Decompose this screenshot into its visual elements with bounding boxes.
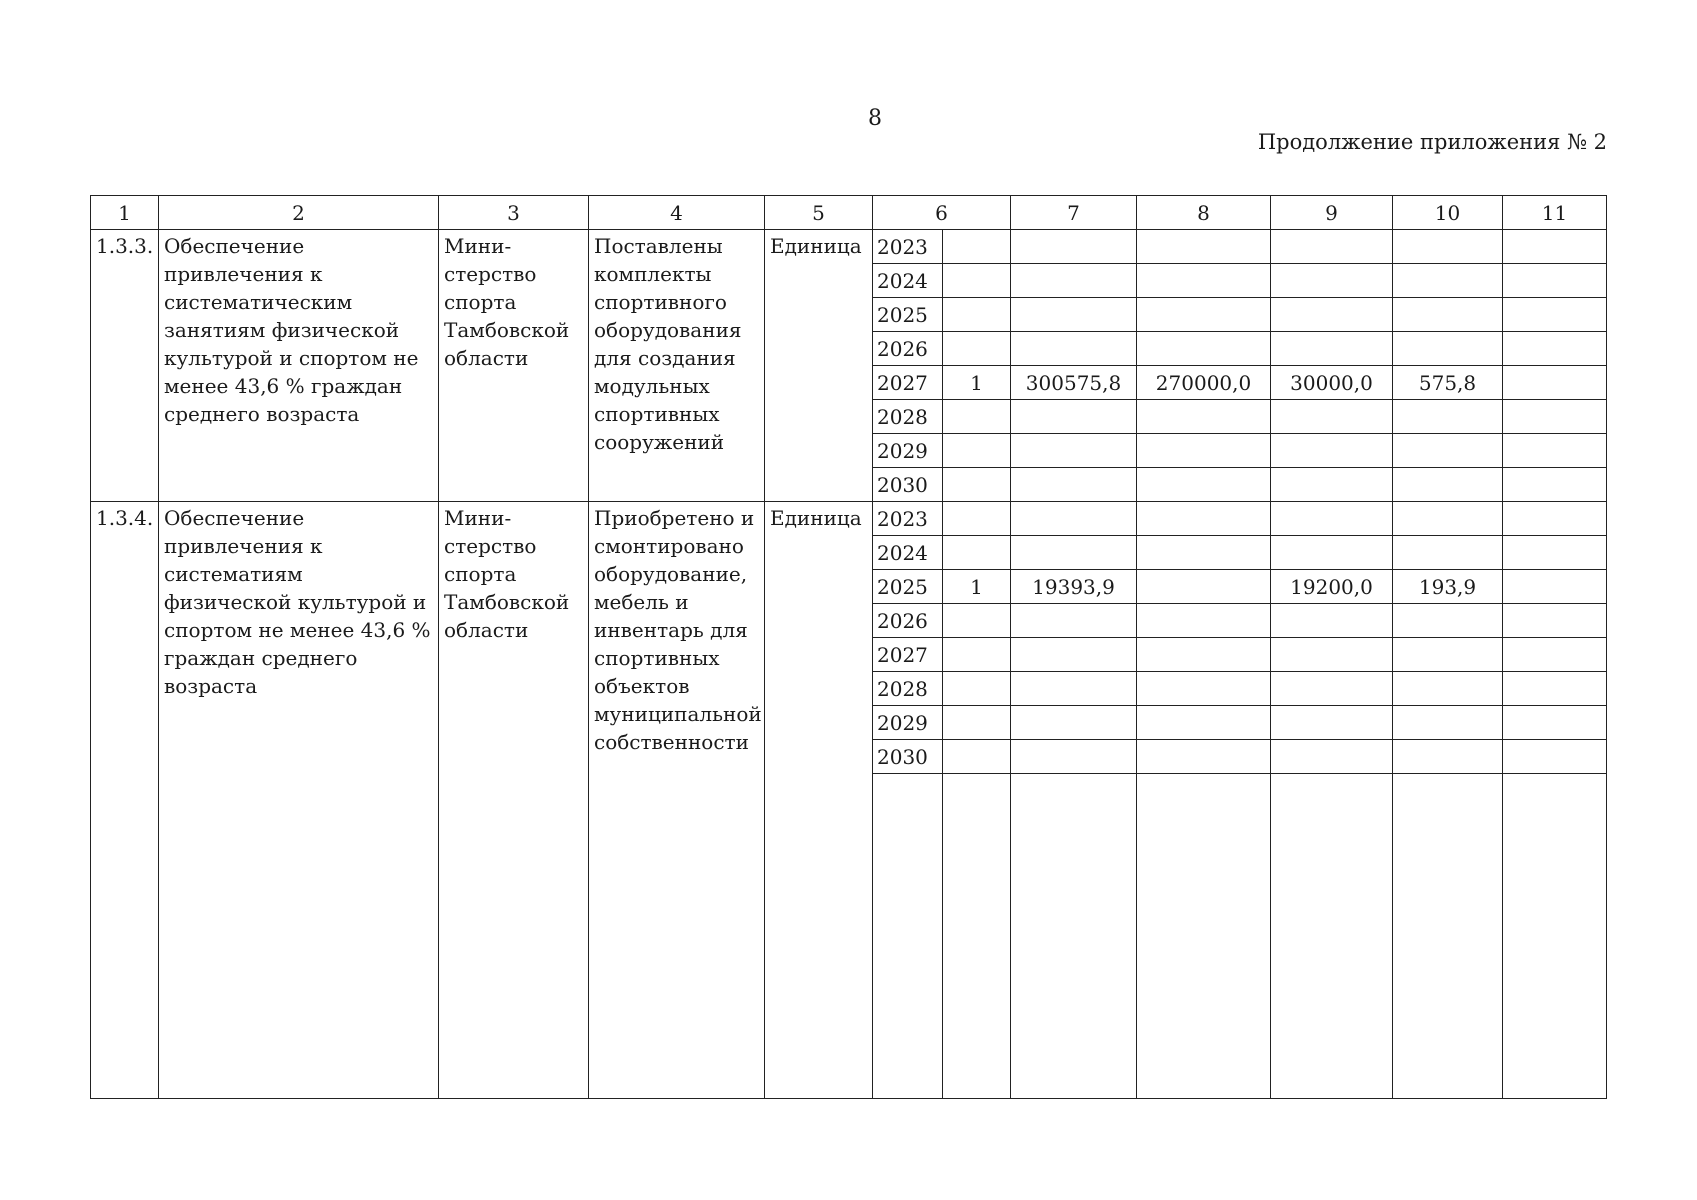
year-cell: 2027: [873, 366, 943, 400]
value-cell-10: [1393, 604, 1503, 638]
row-goal: Обеспечение привлечения к систематиям физической культурой и спортом не менее 43,6 % граждан среднего возраста: [159, 502, 439, 1099]
value-cell-10: [1393, 706, 1503, 740]
column-header-2: 2: [159, 196, 439, 230]
value-cell-8: [1137, 638, 1271, 672]
row-goal: Обеспечение привлечения к систематическим занятиям физической культурой и спортом не менее 43,6 % граждан среднего возраста: [159, 230, 439, 502]
value-cell-9: [1271, 298, 1393, 332]
value-cell-9: [1271, 264, 1393, 298]
column-header-3: 3: [439, 196, 589, 230]
year-cell: 2027: [873, 638, 943, 672]
value-cell-6: [943, 264, 1011, 298]
value-cell-11: [1503, 570, 1607, 604]
value-cell-8: [1137, 400, 1271, 434]
year-cell: 2026: [873, 604, 943, 638]
value-cell-7: [1011, 502, 1137, 536]
value-cell-8: [1137, 604, 1271, 638]
value-cell-9: [1271, 468, 1393, 502]
value-cell-10: [1393, 502, 1503, 536]
value-cell-11: [1503, 264, 1607, 298]
value-cell-10: [1393, 434, 1503, 468]
year-cell: 2028: [873, 672, 943, 706]
value-cell-8: [1137, 468, 1271, 502]
year-cell: 2023: [873, 502, 943, 536]
year-cell: 2030: [873, 740, 943, 774]
value-cell-10: [1393, 536, 1503, 570]
value-cell-6: 1: [943, 366, 1011, 400]
value-cell-7: [1011, 400, 1137, 434]
value-cell-6: [943, 706, 1011, 740]
year-cell: 2023: [873, 230, 943, 264]
value-cell-10: [1393, 332, 1503, 366]
column-header-6: 6: [873, 196, 1011, 230]
year-cell: 2025: [873, 570, 943, 604]
value-cell-9: [1271, 400, 1393, 434]
value-cell-10: [1393, 230, 1503, 264]
value-cell-8: [1137, 230, 1271, 264]
value-cell-6: 1: [943, 570, 1011, 604]
value-cell-7: [1011, 332, 1137, 366]
value-cell-7: [1011, 434, 1137, 468]
value-cell-8: [1137, 264, 1271, 298]
value-cell-11: [1503, 298, 1607, 332]
year-cell: 2024: [873, 264, 943, 298]
value-cell-6: [943, 298, 1011, 332]
value-cell-10: [1393, 264, 1503, 298]
empty-cell: [1503, 774, 1607, 1099]
year-cell: 2029: [873, 434, 943, 468]
value-cell-9: 30000,0: [1271, 366, 1393, 400]
value-cell-7: [1011, 672, 1137, 706]
column-header-5: 5: [765, 196, 873, 230]
empty-cell: [943, 774, 1011, 1099]
value-cell-8: [1137, 502, 1271, 536]
column-header-1: 1: [91, 196, 159, 230]
value-cell-7: [1011, 230, 1137, 264]
value-cell-8: [1137, 706, 1271, 740]
value-cell-9: [1271, 638, 1393, 672]
value-cell-8: [1137, 740, 1271, 774]
program-table: [90, 195, 1607, 1099]
value-cell-9: [1271, 230, 1393, 264]
value-cell-11: [1503, 366, 1607, 400]
row-unit: Единица: [765, 502, 873, 1099]
value-cell-11: [1503, 604, 1607, 638]
year-cell: 2029: [873, 706, 943, 740]
table-row: [91, 502, 1607, 536]
year-cell: 2026: [873, 332, 943, 366]
year-cell: 2028: [873, 400, 943, 434]
continuation-label: Продолжение приложения № 2: [1257, 130, 1607, 154]
value-cell-9: [1271, 536, 1393, 570]
value-cell-7: [1011, 604, 1137, 638]
value-cell-10: [1393, 672, 1503, 706]
column-header-10: 10: [1393, 196, 1503, 230]
value-cell-11: [1503, 536, 1607, 570]
value-cell-10: [1393, 468, 1503, 502]
value-cell-11: [1503, 468, 1607, 502]
empty-cell: [1393, 774, 1503, 1099]
value-cell-6: [943, 434, 1011, 468]
value-cell-9: [1271, 434, 1393, 468]
value-cell-8: [1137, 536, 1271, 570]
value-cell-7: [1011, 740, 1137, 774]
value-cell-10: [1393, 298, 1503, 332]
value-cell-10: [1393, 638, 1503, 672]
value-cell-6: [943, 502, 1011, 536]
value-cell-7: 300575,8: [1011, 366, 1137, 400]
row-executor: Мини-стерство спорта Тамбовской области: [439, 502, 589, 1099]
row-result: Поставлены комплекты спортивного оборудования для создания модульных спортивных сооружений: [589, 230, 765, 502]
value-cell-8: [1137, 672, 1271, 706]
value-cell-9: [1271, 502, 1393, 536]
value-cell-10: 575,8: [1393, 366, 1503, 400]
value-cell-11: [1503, 638, 1607, 672]
value-cell-7: [1011, 536, 1137, 570]
value-cell-8: [1137, 298, 1271, 332]
value-cell-11: [1503, 672, 1607, 706]
value-cell-6: [943, 332, 1011, 366]
empty-cell: [873, 774, 943, 1099]
value-cell-9: [1271, 332, 1393, 366]
column-header-11: 11: [1503, 196, 1607, 230]
column-header-9: 9: [1271, 196, 1393, 230]
row-code: 1.3.3.: [91, 230, 159, 502]
value-cell-9: [1271, 740, 1393, 774]
row-result: Приобретено и смонтировано оборудование, мебель и инвентарь для спортивных объектов муниципальной собственности: [589, 502, 765, 1099]
value-cell-11: [1503, 434, 1607, 468]
value-cell-11: [1503, 332, 1607, 366]
value-cell-9: [1271, 604, 1393, 638]
column-header-7: 7: [1011, 196, 1137, 230]
value-cell-7: [1011, 638, 1137, 672]
year-cell: 2024: [873, 536, 943, 570]
value-cell-7: [1011, 298, 1137, 332]
value-cell-7: [1011, 264, 1137, 298]
header-row: [91, 196, 1607, 230]
value-cell-10: 193,9: [1393, 570, 1503, 604]
value-cell-6: [943, 740, 1011, 774]
column-header-8: 8: [1137, 196, 1271, 230]
empty-cell: [1137, 774, 1271, 1099]
value-cell-6: [943, 400, 1011, 434]
row-unit: Единица: [765, 230, 873, 502]
value-cell-8: 270000,0: [1137, 366, 1271, 400]
value-cell-7: [1011, 468, 1137, 502]
empty-cell: [1011, 774, 1137, 1099]
value-cell-6: [943, 468, 1011, 502]
value-cell-8: [1137, 570, 1271, 604]
value-cell-11: [1503, 230, 1607, 264]
value-cell-9: 19200,0: [1271, 570, 1393, 604]
row-code: 1.3.4.: [91, 502, 159, 1099]
year-cell: 2025: [873, 298, 943, 332]
value-cell-11: [1503, 740, 1607, 774]
page-number: 8: [868, 106, 882, 131]
value-cell-8: [1137, 332, 1271, 366]
value-cell-9: [1271, 672, 1393, 706]
value-cell-7: 19393,9: [1011, 570, 1137, 604]
value-cell-11: [1503, 502, 1607, 536]
table-row: [91, 230, 1607, 264]
value-cell-11: [1503, 706, 1607, 740]
column-header-4: 4: [589, 196, 765, 230]
value-cell-10: [1393, 740, 1503, 774]
value-cell-7: [1011, 706, 1137, 740]
value-cell-8: [1137, 434, 1271, 468]
value-cell-6: [943, 672, 1011, 706]
value-cell-6: [943, 604, 1011, 638]
value-cell-6: [943, 638, 1011, 672]
value-cell-11: [1503, 400, 1607, 434]
value-cell-9: [1271, 706, 1393, 740]
year-cell: 2030: [873, 468, 943, 502]
value-cell-6: [943, 536, 1011, 570]
value-cell-6: [943, 230, 1011, 264]
empty-cell: [1271, 774, 1393, 1099]
row-executor: Мини-стерство спорта Тамбовской области: [439, 230, 589, 502]
value-cell-10: [1393, 400, 1503, 434]
